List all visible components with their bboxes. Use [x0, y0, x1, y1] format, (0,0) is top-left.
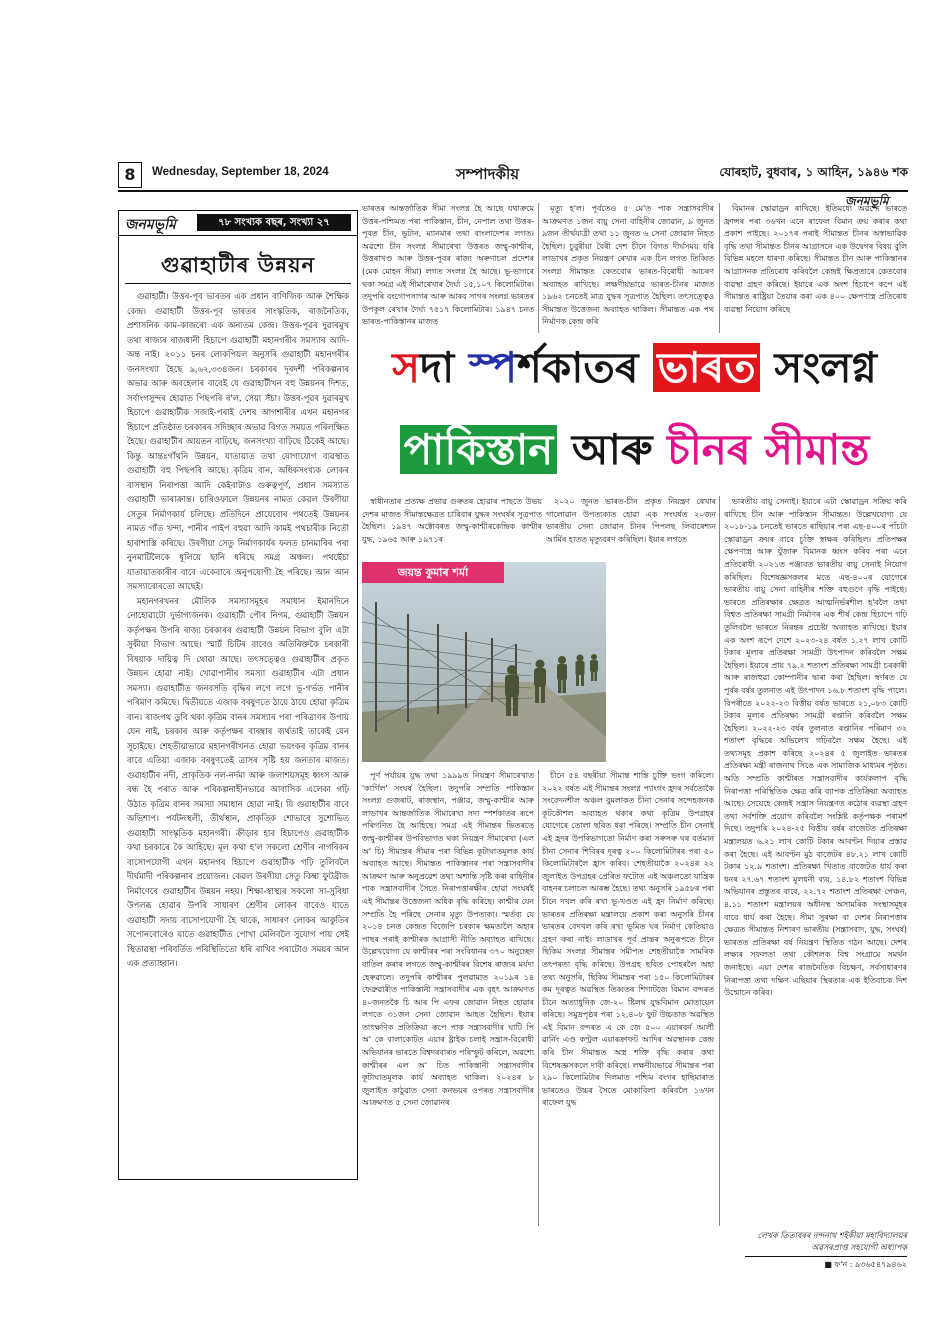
author-byline: জয়ন্ত কুমাৰ শৰ্মা	[362, 562, 504, 583]
headline-part: স	[392, 343, 420, 392]
editorial-column	[118, 210, 358, 1180]
headline-part: ভাৰত	[653, 343, 760, 392]
editorial-brand: জনমভূমি	[125, 217, 176, 233]
headline-part: ৰ্শকাতৰ	[516, 343, 654, 392]
border-patrol-photo	[362, 562, 606, 762]
author-phone: ■ ফ'ন : ৯৩৬৫৪৭৯৪৬২	[745, 1256, 907, 1272]
column-divider	[538, 770, 539, 1226]
article-col2-mid	[546, 496, 716, 556]
title-rule	[125, 283, 351, 284]
photo-illustration	[362, 562, 606, 762]
headline-part: আৰু	[557, 425, 668, 474]
article-col2-top	[542, 203, 714, 333]
article-paragraph: স্বাধীনতাৰ প্ৰত্যক্ষ প্ৰভাৱ গুৰুতৰ হোৱাৰ পাছতে উভয় দেশৰ মাজত সীমান্তক্ষেত্ৰত চাৰিবাৰ যুদ্ধৰ সংঘৰ্ষৰ সূত্ৰপাত হৈছিল। ১৯৪৭ অক্টোবৰত জম্মু-কাশ্মীৰকেন্দ্ৰিক কাশ্মীৰ যুদ্ধ, ১৯৬৫ আৰু ১৯৭১ৰ	[362, 497, 542, 544]
article-col3-top	[724, 203, 907, 333]
article-col3-long	[724, 496, 907, 1224]
headline-line-2	[362, 422, 907, 484]
column-divider	[538, 203, 539, 333]
headline-part: দা	[419, 343, 469, 392]
column-divider	[719, 203, 720, 333]
issue-number: ৭৮ সংখ্যক বছৰ, সংখ্যা ২৭	[197, 214, 351, 231]
page-number: 8	[118, 162, 142, 188]
headline-line-1	[362, 340, 907, 398]
article-paragraph: ভাৰতৰ আন্তৰ্জাতিক সীমা সংলগ্ন হৈ আছে যথাক্ৰমে উত্তৰ-পশ্চিমত পৰা পাকিস্তান, চীন, নেপাল তথা উত্তৰ-পূবত চীন, ভূটান, ম্যানমাৰ তথা বাংলাদেশৰ লগত। অৱশ্যে চীন সংলগ্ন সীমাৰেখা উত্তৰত জম্মু-কাশ্মীৰ, উত্তৰাখণ্ড আৰু উত্তৰ-পূবৰ ৰাজ্য অৰুণাচল প্ৰদেশৰ (মেক মোহন সীমা) লগত সংলগ্ন হৈ আছে। ভূ-ভাগৰে থকা সমগ্ৰ এই সীমাৰেখাৰ দৈৰ্ঘ্য ১৫,১০৭ কিলোমিটাৰ। তদুপৰি বংগোপসাগৰ আৰু আৰব সাগৰ সংলগ্ন ভাৰতৰ উপকূল ৰেখাৰ দৈৰ্ঘ্য ৭৫১৭ কিলোমিটাৰ। ১৯৪৭ চনত ভাৰত-পাকিস্তানৰ মাজত	[362, 204, 534, 327]
article-col2-low	[542, 770, 714, 1226]
editorial-body	[127, 289, 349, 1169]
headline-part: চীনৰ সীমান্ত	[667, 425, 870, 474]
article-col1-low	[362, 770, 534, 1226]
article-paragraph: চীনে ৫৪ বছৰীয়া সীমান্ত শান্তি চুক্তি ভংগ কৰিলে। ২০২২ বৰ্ষত এই সীমান্তৰ সংলগ্ন প্যাংগং হ্ৰদৰ সৰ্বতোকৈ সংবেদনশীল অঞ্চল বুমলাকত চীনা সেনাৰ সন্দেহজনক কূটকৌশল অব্যাহত থকাৰ কথা কৃত্ৰিম উপগ্ৰহৰ যোগেৰে তোলা ছবিত ধৰা পৰিছে। সম্প্ৰতি চীন সেনাই এই হ্ৰদৰ উপৰিভাগতো নিৰ্মাণ কৰা সৰুসৰু ঘৰ বৰ্তমান চীনা সেনাৰ শিবিৰৰ দূৰত্ব ২০০ কিলোমিটাৰৰ পৰা ৫০ কিলোমিটাৰলৈ হ্ৰাস কৰিব। শেহতীয়াকৈ ২০২৪ৰ ২২ জুলাইত উপগ্ৰহৰ প্ৰেৰিত ফটোত এই অঞ্চলতো যান্ত্ৰিক বাহনৰ চলাচল আৰম্ভ হৈছে। তথ্য অনুসৰি ১৯৫৮ৰ পৰা চীনে দখল কৰি ৰখা ভূ-খণ্ডত এই হ্ৰদ নিৰ্মাণ কৰিছে। ভাৰতৰ প্ৰতিৰক্ষা মন্ত্ৰালয়ে প্ৰকাশ কৰা অনুসৰি চীনৰ ভাৰতৰ বেদখল কৰি ৰখা ভূমিত ঘৰ নিৰ্মাণ কেতিয়াও গ্ৰহণ কৰা নাই। লাডাখৰ পূৰ্ব প্ৰান্তৰ অনুৰূপতে চীনে ছিকিম সংলগ্ন সীমান্তৰ সমীপত শেহতীয়াকৈ সামৰিক তৎপৰতা বৃদ্ধি কৰিছে। উপগ্ৰহ ছবিত পোহৰলৈ অহা তথ্য অনুসৰি, ছিকিম সীমান্তৰ পৰা ১৫০ কিলোমিটাৰৰ কম দূৰত্বত অৱস্থিত তিব্বতৰ শিগাটজে বিমান বন্দৰত চীনে অত্যাধুনিক জে-২০ ষ্টিলথ যুদ্ধবিমান মোতায়েন কৰিছে। সমুদ্ৰপৃষ্ঠৰ পৰা ১২,৪০৮ ফুট উচ্চতাত অৱস্থিত এই বিমান বন্দৰত এ কে জে ৫০০ এয়াৰবৰ্ন আৰ্লী ৱাৰ্নিং এণ্ড কণ্ট্ৰল এয়াৰক্ৰাফট আদিৰ অৱস্থানক কেন্দ্ৰ কৰি চীন সীমান্তত অস্ত্ৰ শক্তি বৃদ্ধি কৰাৰ কথা বিশেষজ্ঞসকলে দাবী কৰিছে। লক্ষণীয়ভাৱে সীমান্তৰ পৰা ২৯০ কিলোমিটাৰ দিলমাত পশ্চিম বংগৰ হাছিমাৰাত ভাৰতেও উচ্চৰ সৈতে মোকাবিলা কৰিবলৈ ১৬খন ৰাফেল যুদ্ধ	[542, 771, 714, 1108]
editorial-masthead	[119, 211, 357, 236]
section-title: সম্পাদকীয়	[456, 165, 520, 183]
article-paragraph: ভাৰতীয় বায়ু সেনাই। ইয়াৰে এটা স্কোৱাড্ৰন সক্ৰিয় কৰি ৰাখিছে চীন আৰু পাকিস্তান সীমান্তত। উল্লেখযোগ্য যে ২০১৮-১৯ চনতেই ভাৰতে ৰাছিয়াৰ পৰা এছ-৪০০ৰ পাঁচটা স্কোৱাড্ৰন ক্ৰয়ৰ বাবে চুক্তি স্বাক্ষৰ কৰিছিল। প্ৰতিপক্ষৰ ক্ষেপণাস্ত্ৰ আৰু যুঁজাৰু বিমানক ধ্বংস কৰিব পৰা এনে প্ৰতিৰোধী ২০২১ত পঞ্জাবত ভাৰতীয় বায়ু সেনাই নিয়োগ কৰিছিল। বিশেষজ্ঞসকলৰ মতে এছ-৪০০ৰ যোগেৰে ভাৰতীয় বায়ু সেনা বাহিনীৰ শক্তি বহুগুণে বৃদ্ধি পাইছে। ভাৰতে প্ৰতিৰক্ষাৰ ক্ষেত্ৰত আত্মনিৰ্ভৰশীল হ'বলৈ তথা বিশ্বত প্ৰতিৰক্ষা সামগ্ৰী নিৰ্মাণৰ এক শীৰ্ষ কেন্দ্ৰ হিচাপে গঢ়ি তুলিবলৈ ভাৰতে নিৰন্তৰ প্ৰচেষ্টা অব্যাহত ৰাখিছে। ইয়াৰ এক অংশ ৰূপে দেশে ২০২৩-২৪ বৰ্ষত ১.২৭ লাখ কোটি টকাৰ মূল্যৰ প্ৰতিৰক্ষা সামগ্ৰী উৎপাদন কৰিবলৈ সক্ষম হৈছিল। ইয়াৰে প্ৰায় ৭৯.২ শতাংশ প্ৰতিৰক্ষা সামগ্ৰী চৰকাৰী আৰু ৰাজহুৱা কোম্পানীৰ দ্বাৰা কৰা হৈছিল। স্বৰ্ণৰত যে পূৰ্বৰ বৰ্ষৰ তুলনাত এই উৎপাদন ১৬.৮ শতাংশ বৃদ্ধি পালে। বিপৰীতে ২০২২-২৩ বিত্তীয় বৰ্ষত ভাৰতে ২১,০৮৩ কোটি টকাৰ মূল্যৰ প্ৰতিৰক্ষা সামগ্ৰী ৰপ্তানি কৰিবলৈ সক্ষম হৈছিল। ২০২২-২৩ বৰ্ষৰ তুলনাত ৰপ্তানিৰ পৰিমাণ ৩২ শতাংশ বৃদ্ধিৰে অভিলেখ গঢ়িবলৈ সক্ষম হৈছে। এই তথ্যসমূহ প্ৰকাশ কৰিছে ২০২৪ৰ ৫ জুলাইত ভাৰতৰ প্ৰতিৰক্ষা মন্ত্ৰী ৰাজনাথ সিঙে এক সামাজিক মাধ্যমৰ পৃষ্ঠত। অতি সম্প্ৰতি কাশ্মীৰত সন্ত্ৰাসবাদীৰ কাৰ্যকলাপ বৃদ্ধি নিৰাপত্তা পৰিস্থিতিক ক্ষেত্ৰ কৰি ব্যাপক প্ৰতিক্ৰিয়া অব্যাহত আছে। সেয়েহে কেন্দ্ৰই সন্ত্ৰাস নিয়ন্ত্ৰণত কঠোৰ ব্যৱস্থা গ্ৰহণ তথা সৰ্বশক্তি প্ৰয়োগ কৰিবলৈ সংশ্লিষ্ট কৰ্তৃপক্ষক পৰামৰ্শ দিছে। তদুপৰি ২০২৪-২৫ বিত্তীয় বৰ্ষৰ বাজেটত প্ৰতিৰক্ষা মন্ত্ৰালয়ত ৬.২১ লাখ কোটি টকাৰ আবণ্টন দিয়াৰ প্ৰস্তাৱ কৰা হৈছে। এই আবণ্টন মুঠ বাজেটৰ ৪৮.২১ লাখ কোটি টকাৰ ১২.৯ শতাংশ। প্ৰতিৰক্ষা খিতাত বাজেটত ধাৰ্য কৰা ধনৰ ২৭.৬৭ শতাংশ মূলধনী ব্যয়, ১৪.৮২ শতাংশ বিভিন্ন অভিযানৰ প্ৰস্তুতৰ বাবে, ২২.৭২ শতাংশ প্ৰতিৰক্ষা পেঞ্চন, ৪.১১ শতাংশ মন্ত্ৰালয়ৰ অধীনস্থ অসামৰিক সংস্থাসমূহৰ বাবে ধাৰ্য কৰা হৈছে। সীমা সুৰক্ষা বা দেশৰ নিৰাপত্তাৰ ক্ষেত্ৰত সীমান্তত নিশাৰণ ভাৰতীয় (সন্ত্ৰাসবাদ, যুদ্ধ, সংঘৰ্ষ) ভাৰতত প্ৰতিৰক্ষা বৰ্ষ নিয়ন্ত্ৰণ স্থিতিত গঠন আছে। দেশৰ লক্ষ্যৰ সফলতা তথা কৌশলক বিশ্ব সংগ্ৰামে সমৰ্থন জনাইছে। এয়া দেশৰ ৰাজনৈতিক বিচক্ষণ, সৰ্বসাধাৰণৰ নিৰাপত্তা তথা দক্ষিণ এছিয়াৰ স্থিৰতাৰ এক ইতিবাচক দিশ উন্মোচন কৰিব।	[724, 497, 907, 998]
article-paragraph: মৃত্যু হ'ল। পূৰ্বতেও ৫ মে'ত পাক সন্ত্ৰাসবাদীৰ আক্ৰমণত ১জন বায়ু সেনা বাহিনীৰ জোৱান, ৯ জুনত ৯জন তীৰ্থযাত্ৰী তথা ১১ জুনত ৬ সেনা জোৱান নিহত হৈছিল। চুবুৰীয়া বৈৰী দেশ চীনে বিগত দীৰ্ঘসময় ধৰি লাডাখৰ প্ৰকৃত নিয়ন্ত্ৰণ ৰেখাৰ এক চিন লগত তিব্বিত সংলগ্ন সীমান্তত কেতবোৰ ভাৰত-বিৰোধী আচৰণ অব্যাহত ৰাখিছে। লক্ষণীয়ভাৱে ভাৰত-চীনৰ মাজত ১৯৬২ চনতেই মাত্ৰ যুদ্ধৰ সূত্ৰপাত হৈছিল। তৎসত্ত্বেও সীমান্তত উত্তেজনা অব্যাহত থাকিল। সীমান্তত এক পথ নিৰ্মাণক কেন্দ্ৰ কৰি	[542, 204, 714, 327]
article-paragraph: পূৰ্ণ পৰ্যায়ৰ যুদ্ধ তথা ১৯৯৯ত নিয়ন্ত্ৰণ সীমাৰেখাত 'কাৰ্গিল' সংঘৰ্ষ হৈছিল। তদুপৰি সম্প্ৰতি পাকিস্তান সংলগ্ন গুজৰাট, ৰাজস্থান, পঞ্জাৱ, জম্মু-কাশ্মীৰ আৰু লাডাখৰ আন্তৰ্জাতিক সীমাৰেখা সদা স্পৰ্শকাতৰ ৰূপে পৰিগণিত হৈ আহিছে। সমগ্ৰ এই সীমান্তৰ ভিতৰতে জম্মু-কাশ্মীৰৰ উপবিভাগত থকা নিয়ন্ত্ৰণ সীমাৰেখা (এল অ' চি) সীমান্তৰ সীমাৰ পৰা বিভিন্ন কূটাঘাতমূলক কাৰ্য অব্যাহত আছে। সীমান্তত পাকিস্তানৰ পৰা সন্ত্ৰাসবাদীৰ আক্ৰমণ আৰু অনুপ্ৰৱেশ তথা অশান্তি সৃষ্টি কৰা বাহিনীৰ পাক সন্ত্ৰাসবাদীৰ সৈতে নিৰাপত্তাৰক্ষীৰ হোৱা সংঘৰ্ষই এই সীমান্তৰ উত্তেজনা অধিক বৃদ্ধি কৰিছে। কাশ্মীৰ যেন সম্প্ৰতি হৈ পৰিছে সেনাৰ মৃত্যু উপত্যকা। স্মৰ্তব্য যে ২০১৪ চনত কেন্দ্ৰত বিজেপি চৰকাৰ ক্ষমতালৈ অহাৰ পাছৰ পৰাই কাশ্মীৰক আগ্ৰাসী নীতি অব্যাহত ৰাখিছে। উল্লেখযোগ্য যে কাশ্মীৰৰ পৰা সংবিধানৰ ৩৭০ অনুচ্ছেদ বাতিল কৰাৰ লগতে জম্মু-কাশ্মীৰৰ বিশেষ ৰাজ্যৰ মৰ্যদা হেৰুৱালে। তদুপৰি কাশ্মীৰৰ পুলৱামাত ২০১৯ৰ ১৪ ফেব্ৰুৱাৰীত পাকিস্তানী সন্ত্ৰাসবাদীৰ এক বৃহৎ আক্ৰমণত ৪০জনতকৈ চি আৰ পি এফৰ জোৱান নিহত হোৱাৰ লগতে ৩১জন সেনা জোৱান আহত হৈছিল। ইয়াৰ তাৎক্ষণিক প্ৰতিক্ৰিয়া ৰূপে পাক সন্ত্ৰাসবাদীৰ ঘাটি পি অ' কে বালাকোটত এয়াৰ ষ্ট্ৰাইক চলাই সন্ত্ৰাস-বিৰোধী অভিযানৰ ভাৰতে বিশ্বদৰবাৰত পৰিস্ফুট কৰিলে, অৱশ্যে কাশ্মীৰৰ এল অ' চিত পাকিস্তানী সন্ত্ৰাসবাদীৰ কূটাঘাতমূলক কাৰ্য অব্যাহত থাকিল। ২০২৪ৰ ৮ জুলাইত কাঠুৱাত সেনা কনভয়ৰ ওপৰত সন্ত্ৰাসবাদীৰ আক্ৰমণত ৫ সেনা জোৱানৰ	[362, 771, 534, 1108]
article-paragraph: বিমানৰ স্কোৱাড্ৰন ৰাখিছে। ইতিমধ্যে অৱশ্যে ভাৰতে ফ্ৰান্সৰ পৰা ৩৬খন এনে ৰাফেল বিমান ক্ৰয় কৰাৰ কথা প্ৰকাশ পাইছে। ২০১৭ৰ পৰাই সীমান্তত চীনৰ অস্বাভাৱিক বৃদ্ধি তথা সীমান্তত চীনৰ আগ্ৰাসনে এক উদ্বেগৰ বিষয় বুলি বিভিন্ন মহলে ধাৰণা কৰিছে। সীমান্তত চীন আৰু পাকিস্তানৰ আগ্ৰাসনক প্ৰতিৰোধ কৰিবলৈ কেন্দ্ৰই ক্ষিপ্ৰতাৰে কেতবোৰ ব্যৱস্থা গ্ৰহণ কৰিছে। ইয়াৰে এক অংশ হিচাপে কপে এই সীমান্তত ৰাষ্ট্ৰিয়া তৈয়াৰ কৰা এক ৪০০ ক্ষেপণাস্ত্ৰ প্ৰতিৰোধ ব্যৱস্থা নিয়োগ কৰিছে	[724, 204, 907, 314]
editorial-paragraph: গুৱাহাটী। উত্তৰ-পূব ভাৰতৰ এক প্ৰধান বাণিজিক আৰু শৈক্ষিক কেন্দ্ৰ। গুৱাহাটী উত্তৰ-পূব ভাৰতৰ সাংস্কৃতিক, ৰাজনৈতিক, প্ৰশাসনিক কাম-কাজৰো এক অন্যতম কেন্দ্ৰ। উত্তৰ-পূৱৰ দুৱাৰমুখ তথা ৰাজ্যৰ ৰাজধানী হিচাপে গুৱাহাটী মহানগৰীৰ সমস্যাৰ আদি-অন্ত নাই। ২০১১ চনৰ লোকপিয়ল অনুসৰি গুৱাহাটী মহানগৰীৰ জনসংখ্যা হৈছে ৯,৬২,৩৩৪জন। চৰকাৰৰ দূৰদৰ্শী পৰিকল্পনাৰ অভাৱ আৰু অবহেলাৰ বাবেই যে গুৱাহাটীখন বহু উন্নয়নৰ দিশত, সৰ্বাংগসুন্দৰ হোৱাত পিছপৰি ৰ'ল, সেয়া সঁচা। উত্তৰ-পূৱৰ দুৱাৰমুখ হিচাপে গুৱাহাটীক সজাই-পৰাই দেশৰ আগশাৰীৰ এখন মহানগৰ হিচাপে প্ৰতিষ্ঠাত চৰকাৰৰ সদিচ্ছাৰ অভাৱ বিগত সময়ত পৰিলক্ষিত হৈছে। গুৱাহাটীৰ আয়তন বাঢ়িছে, জনসংখ্যা বাঢ়িছে ঠিকেই আছে। কিন্তু আন্তঃগাঁথনি উন্নয়ন, যাতায়াত তথা যোগাযোগ ব্যৱস্থাত গুৱাহাটী বহু পিছপৰি আছে। কৃত্ৰিম বান, অধিকসংখ্যক লোকৰ বাসস্থান নিৰাপত্তা আদি কেইবাটাও গুৰুত্বপূৰ্ণ, প্ৰধান সমস্যাত গুৱাহাটী ভাৰাক্ৰান্ত। চাৰিওফালে উন্নয়নৰ নামত কেৱল উৰণীয়া সেতুৰ নিৰ্মাণকাৰ্য চলিছে। প্ৰতিদিনে প্ৰায়েবোৰ পথতেই উন্নয়নৰ নামত গাঁত খন্দা, পানীৰ পাইপ বহুৱা আদি কামই পথচাৰীক নিতৌ হাৰাশাস্তি কৰিছে। উৰণীয়া সেতু নিৰ্মাণকাৰ্যৰ ফলত চানমাৰিৰ পৰা নুনমাটিলৈকে ধূলিয়ে ছানি ধৰিছে সমগ্ৰ অঞ্চল। পথছেঁচা যাতায়াতকাৰীৰ বাবে একেবাৰে অনুপযোগী হৈ পৰিছে। আন আন সমস্যাবোৰতো আছেই।	[127, 291, 349, 591]
column-divider	[719, 496, 720, 1226]
brand-logo: জনমভূমি	[845, 194, 889, 208]
headline-part: সংলগ্ন	[759, 343, 877, 392]
article-paragraph: ২০২০ জুনত ভাৰত-চীন প্ৰকৃত নিয়ন্ত্ৰণ ৰেখাৰ গালোৱান উপত্যকাত হোৱা এক সংঘৰ্ষত ২০জন ভাৰতীয় সেনা জোৱান চীনৰ পিপলছ লিবাৰেশ্যন আৰ্মিৰ হাতত মৃত্যুবৰণ কৰিছিল। ইয়াৰ লগতে	[546, 497, 716, 544]
article-col1-top	[362, 203, 534, 333]
article-col1-mid	[362, 496, 542, 556]
author-note: লেখক তিতাবৰৰ নন্দনাথ শইকীয়া মহাবিদ্যালয়ৰ অৱসৰপ্ৰাপ্ত সহযোগী অধ্যাপক	[757, 1231, 907, 1252]
editorial-paragraph: মহানগৰখনৰ মৌলিক সমস্যাসমূহৰ সমাধান ইমানদিনে নোহোৱাটো দুৰ্ভাগ্যজনক। গুৱাহাটী পৌৰ নিগম, গুৱাহাটী উন্নয়ন কৰ্তৃপক্ষৰ উপৰি ৰাজ্য চৰকাৰৰ গুৱাহাটী উন্নয়ন বিভাগ বুলি এটা সুকীয়া বিভাগ আছে। স্মাৰ্ট চিটিৰ বাবেও অতিৰিক্তকৈ চৰকাৰী বিষয়াক দায়িত্ব দি থোৱা আছে। তৎসত্ত্বেও গুৱাহাটীৰ প্ৰকৃত উন্নয়ন হোৱা নাই। খোৱাপানীৰ সমস্যা গুৱাহাটীৰ এটা প্ৰধান সমস্যা। গুৱাহাটীত জনবসতি বৃদ্ধিৰ লগে লগে ভূ-গৰ্ভত পানীৰ পৰিমাণ কমিছে। দ্বিতীয়তে এজাক বৰষুণতে ঠায়ে ঠায়ে হোৱা কৃত্ৰিম বান। ৰাজপথ ডুবি থকা কৃত্ৰিম বানৰ সমস্যাৰ পৰা পৰিত্ৰাণৰ উপায় যেন নাই, চৰকাৰ আৰু কৰ্তৃপক্ষৰ বাৰম্বাৰ ব্যৰ্থতাই তাকেই যেন সূচাইছে। শেহতীয়াভাৱে মহানগৰীখনত হোৱা ভয়ংকৰ কৃত্ৰিম বানৰ বাবে এতিয়া এজাক বৰষুণতেই ত্ৰাসৰ সৃষ্টি হয় জনতাৰ মাজত। গুৱাহাটীৰ নদী, প্ৰাকৃতিক নল-নৰ্দমা আৰু জলাশয়সমূহ ধ্বংস আৰু বন্ধ হৈ পৰাত আৰু পৰিকল্পনাহীনভাৱে আবাসিক এলেকা গঢ়ি উঠাত কৃত্ৰিম বানৰ সমস্যা সমাধান হোৱা নাই। যি গুৱাহাটীৰ বাবে অভিশাপ। পৰ্যটনস্থলী, তীৰ্থস্থান, প্ৰাকৃতিক শোভাৰে সুশোভিত গুৱাহাটী সাংস্কৃতিক মহানগৰী। ক্ৰীড়াৰ হাব হিচাপেও গুৱাহাটীক কথা চৰকাৰে কৈ আহিছে। মূল কথা হ'ল সকলো শ্ৰেণীৰ নাগৰিকৰ বাসোপযোগী এখন মহানগৰ হিচাপে গুৱাহাটীক গঢ়ি তুলিবলৈ দীৰ্ঘমাদী পৰিকল্পনাৰ প্ৰয়োজন। কেৱল উৰণীয়া সেতু কিম্বা ফুটব্ৰীজ নিৰ্মাণেৰে গুৱাহাটীৰ উন্নয়ন নহয়। শিক্ষা-স্বাস্থ্যৰ সকলো সা-সুবিধা উপলব্ধ হোৱাৰ উপৰি সাধাৰণ শ্ৰেণীৰ লোকৰ বাবেও যাতে গুৱাহাটী সদায় বাসোপযোগী হৈ থাকে, সাধাৰণ লোকৰ আকুতিৰ সপোনবোৰেও যাতে গুৱাহাটীত পোখা মেলিবলৈ সুযোগ পায় সেই স্থিতাৱস্থা পৰিবৰ্তিত পৰিস্থিতিতো ধৰি ৰাখিব পৰাটোও সময়ৰ আন এক প্ৰত্যাহ্বান।	[127, 595, 349, 968]
headline-part: স্প	[468, 343, 517, 392]
location-date: যোৰহাট, বুধবাৰ, ১ আহিন, ১৯৪৬ শক	[719, 165, 908, 179]
page-header	[118, 160, 908, 192]
edition-date: Wednesday, September 18, 2024	[152, 166, 329, 178]
headline-part: পাকিস্তান	[400, 425, 558, 474]
editorial-title: গুৱাহাটীৰ উন্নয়ন	[161, 253, 315, 277]
